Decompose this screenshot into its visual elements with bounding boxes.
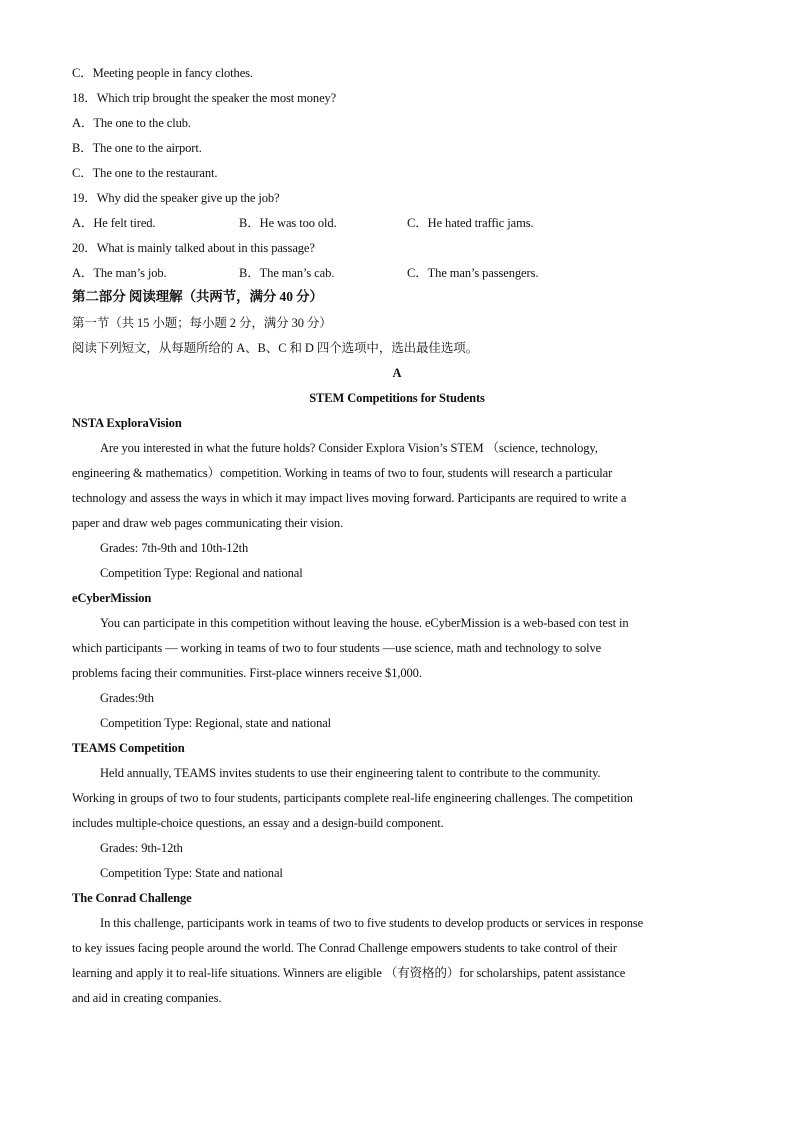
nsta-line-1: Are you interested in what the future holds? Consider Explora Vision’s STEM （science, technology,	[100, 441, 598, 455]
conrad-line-4: and aid in creating companies.	[72, 991, 222, 1005]
teams-line-3: includes multiple-choice questions, an essay and a design-build component.	[72, 816, 444, 830]
conrad-line-2: to key issues facing people around the world. The Conrad Challenge empowers students to take control of their	[72, 941, 617, 955]
q19-option-a: A．He felt tired.	[72, 216, 156, 230]
passage-title: STEM Competitions for Students	[309, 391, 485, 405]
ecyber-line-3: problems facing their communities. First-place winners receive $1,000.	[72, 666, 422, 680]
nsta-heading: NSTA ExploraVision	[72, 416, 182, 430]
reading-instructions: 阅读下列短文，从每题所给的 A、B、C 和 D 四个选项中，选出最佳选项。	[72, 341, 479, 355]
nsta-grades: Grades: 7th-9th and 10th-12th	[100, 541, 249, 555]
conrad-heading: The Conrad Challenge	[72, 891, 192, 905]
ecyber-grades: Grades:9th	[100, 691, 154, 705]
teams-line-1: Held annually, TEAMS invites students to use their engineering talent to contribute to the community.	[100, 766, 601, 780]
conrad-line-1: In this challenge, participants work in teams of two to five students to develop products or services in response	[100, 916, 644, 930]
nsta-line-3: technology and assess the ways in which it may impact lives moving forward. Participants are required to write a	[72, 491, 627, 505]
part2-heading: 第二部分 阅读理解（共两节，满分 40 分）	[72, 289, 323, 304]
q20-option-a: A．The man’s job.	[72, 266, 167, 280]
q18-option-c: C．The one to the restaurant.	[72, 166, 218, 180]
nsta-type: Competition Type: Regional and national	[100, 566, 303, 580]
teams-line-2: Working in groups of two to four students, participants complete real-life engineering challenges. The competition	[72, 791, 633, 805]
section1-heading: 第一节（共 15 小题；每小题 2 分，满分 30 分）	[72, 316, 332, 330]
q20-option-c: C．The man’s passengers.	[407, 266, 539, 280]
q19-option-b: B．He was too old.	[239, 216, 337, 230]
q19-question: 19．Why did the speaker give up the job?	[72, 191, 280, 205]
nsta-line-2: engineering & mathematics）competition. Working in teams of two to four, students will research a particular	[72, 466, 613, 480]
conrad-line-3: learning and apply it to real-life situations. Winners are eligible （有资格的）for scholarships, patent assistance	[72, 966, 626, 980]
q18-question: 18．Which trip brought the speaker the most money?	[72, 91, 337, 105]
q20-option-b: B．The man’s cab.	[239, 266, 335, 280]
ecyber-line-1: You can participate in this competition without leaving the house. eCyberMission is a web-based con test in	[100, 616, 629, 630]
q18-option-a: A．The one to the club.	[72, 116, 191, 130]
passage-letter: A	[392, 366, 402, 380]
q17-option-c: C．Meeting people in fancy clothes.	[72, 66, 253, 80]
q19-option-c: C．He hated traffic jams.	[407, 216, 534, 230]
nsta-line-4: paper and draw web pages communicating their vision.	[72, 516, 344, 530]
ecyber-line-2: which participants — working in teams of two to four students —use science, math and technology to solve	[72, 641, 602, 655]
ecyber-type: Competition Type: Regional, state and national	[100, 716, 332, 730]
teams-grades: Grades: 9th-12th	[100, 841, 183, 855]
q18-option-b: B．The one to the airport.	[72, 141, 202, 155]
q20-question: 20．What is mainly talked about in this passage?	[72, 241, 315, 255]
ecyber-heading: eCyberMission	[72, 591, 152, 605]
teams-heading: TEAMS Competition	[72, 741, 185, 755]
teams-type: Competition Type: State and national	[100, 866, 283, 880]
